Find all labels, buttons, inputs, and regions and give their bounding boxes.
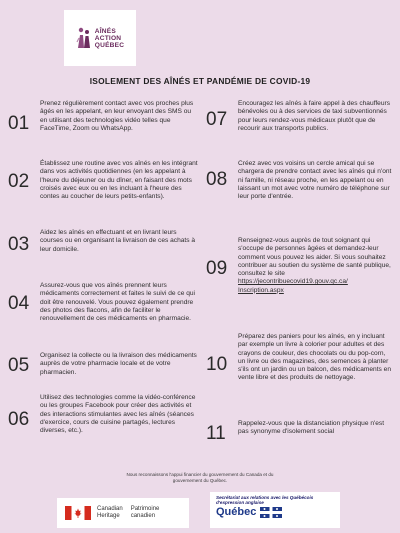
canadian-heritage-fr-2: canadien	[130, 513, 156, 519]
canadian-heritage-fr-1: Patrimoine	[130, 505, 160, 512]
tip-text: Aidez les aînés en effectuant et en livrant leurs courses ou en organisant la livraison de ces achats à leur domicile.	[40, 229, 196, 253]
tip-text: Prenez régulièrement contact avec vos proches plus âgés en les appelant, en leur envoyant des SMS ou en utilisant des technologies vidéo telles que FaceTime, Zoom ou WhatsApp.	[40, 100, 194, 132]
logo-line-2: ACTION	[94, 34, 122, 42]
tip-text	[238, 237, 394, 295]
tip-number: 10	[206, 354, 228, 375]
tip-number: 05	[8, 355, 30, 376]
tip-text: Établissez une routine avec vos aînés en les intégrant dans vos activités quotidiennes (en les appelant à l'heure du déjeuner ou du dîner, en faisant des mots croisés avec eux ou en les incluant à l'heure des contes au coucher de leurs petits-enfants).	[40, 160, 198, 201]
tip-text: Assurez-vous que vos aînés prennent leurs médicaments correctement et faites le suivi de ce qui doit être renouvelé. Vous pouvez également prendre des photos des flacons, afin de faciliter le renouvellement de ces médicaments en pharmacie.	[40, 282, 196, 323]
tip-item-08	[206, 160, 396, 201]
canadian-heritage-en-1: Canadian	[97, 505, 123, 512]
tip-item-02	[8, 160, 198, 201]
tip-item-04	[8, 282, 198, 323]
tip-number: 09	[206, 258, 228, 279]
tip-number: 06	[8, 409, 30, 430]
canadian-heritage-logo	[57, 498, 189, 528]
quebec-wordmark: Québec	[216, 506, 257, 519]
sponsor-logos	[0, 490, 400, 530]
tip-number: 11	[206, 423, 226, 444]
tip-item-10	[206, 333, 396, 383]
canada-flag-icon	[65, 506, 91, 520]
quebec-flag-icon	[260, 507, 282, 518]
tip-text: Créez avec vos voisins un cercle amical qui se chargera de prendre contact avec les aînés qui n'ont ni famille, ni réseau proche, en les appelant ou en laissant un mot avec votre numéro de téléphone sur leur porte d'entrée.	[238, 160, 392, 201]
logo-line-1: AÎNÉS	[94, 27, 116, 35]
tip-number: 04	[8, 293, 30, 314]
tip-text: Encouragez les aînés à faire appel à des chauffeurs bénévoles ou à des services de taxi subventionnés pour leurs rendez-vous médicaux plutôt que de recourir aux transports publics.	[238, 100, 391, 132]
tip-number: 03	[8, 234, 30, 255]
quebec-secretariat-logo	[210, 492, 340, 528]
tip-item-05	[8, 352, 198, 377]
logo-figures-icon	[76, 26, 92, 50]
tip-text: Utilisez des technologies comme la vidéo-conférence ou les groupes Facebook pour créer des activités et des interactions stimulantes avec les aînés (séances d'exercice, cours de cuisine partagés, lectures diverses, etc.).	[40, 394, 196, 435]
contribution-website-link[interactable]: https://jecontribuecovid19.gouv.qc.ca/ Inscription.aspx	[238, 278, 348, 294]
tip-text-body: Renseignez-vous auprès de tout soignant qui s'occupe de personnes âgées et demandez-leur comment vous pouvez les aider. Si vous souhaitez contribuer au soutien du système de santé publique, consultez le site	[238, 237, 391, 278]
tip-item-07	[206, 100, 396, 133]
tip-item-03	[8, 229, 198, 254]
page-title: ISOLEMENT DES AÎNÉS ET PANDÉMIE DE COVID-19	[89, 76, 311, 86]
logo-line-3: QUÉBEC	[94, 41, 125, 49]
aines-action-quebec-logo	[64, 10, 136, 66]
tip-item-06	[8, 394, 198, 435]
quebec-secretariat-text: Secrétariat aux relations avec les Québécois d'expression anglaise	[216, 495, 314, 506]
tip-number: 08	[206, 169, 228, 190]
tip-number: 07	[206, 109, 228, 130]
tip-number: 02	[8, 171, 30, 192]
tip-text: Organisez la collecte ou la livraison des médicaments auprès de votre pharmacie locale et de votre pharmacien.	[40, 352, 197, 376]
tip-item-01	[8, 100, 198, 133]
tip-text: Préparez des paniers pour les aînés, en y incluant par exemple un livre à colorier pour adultes et des crayons de couleur, des chocolats ou du pop-corn, un livre ou des magazines, des semences à planter s'ils ont un jardin ou un balcon, des médicaments en vente libre et des produits de nettoyage.	[238, 333, 392, 382]
canadian-heritage-en-2: Heritage	[97, 513, 120, 519]
tip-text: Rappelez-vous que la distanciation physique n'est pas synonyme d'isolement social	[238, 420, 385, 436]
funding-acknowledgement: Nous reconnaissons l'appui financier du gouvernement du Canada et du gouvernement du Québec.	[126, 472, 274, 484]
tip-number: 01	[8, 113, 30, 134]
tip-item-09	[206, 237, 396, 295]
tip-item-11	[206, 420, 396, 443]
